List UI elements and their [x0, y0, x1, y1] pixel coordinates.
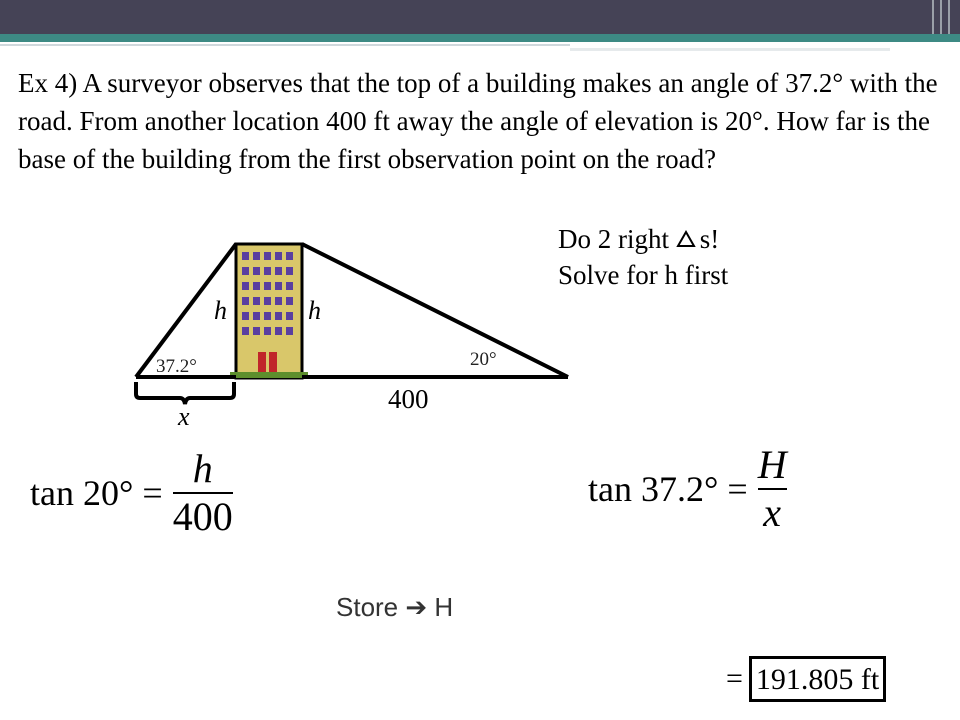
building-window: [264, 267, 271, 275]
building-window: [264, 282, 271, 290]
building-window: [286, 252, 293, 260]
building-window: [242, 267, 249, 275]
height-label-left: h: [214, 296, 227, 325]
fraction: [758, 442, 787, 536]
fraction-denominator: 400: [172, 494, 233, 539]
angle-label-right: 20°: [470, 349, 497, 370]
x-label: x: [178, 402, 190, 431]
angle-label-left: 37.2°: [156, 356, 197, 377]
note-text: Do 2 right: [558, 224, 676, 254]
building-icon: [230, 244, 308, 378]
building-window: [264, 327, 271, 335]
building-window: [253, 297, 260, 305]
x-brace: [136, 382, 234, 404]
building-window: [242, 252, 249, 260]
fraction-denominator: x: [763, 490, 782, 535]
store-instruction: [336, 592, 453, 623]
building-window: [242, 312, 249, 320]
fraction: [173, 446, 233, 540]
building-window: [275, 252, 282, 260]
building-window: [286, 282, 293, 290]
fraction-numerator: h: [192, 446, 213, 491]
equation-tan37: [588, 442, 787, 536]
building-window: [286, 267, 293, 275]
note-solve-h: Solve for h first: [558, 260, 729, 290]
building-window: [286, 327, 293, 335]
building-window: [253, 252, 260, 260]
building-window: [264, 252, 271, 260]
arrow-right-icon: ➔: [405, 592, 428, 622]
building-window: [286, 312, 293, 320]
fraction-numerator: H: [757, 442, 787, 487]
building-window: [242, 327, 249, 335]
building-window: [275, 267, 282, 275]
building-window: [253, 282, 260, 290]
building-window: [275, 297, 282, 305]
height-label-right: h: [308, 296, 321, 325]
building-window: [242, 282, 249, 290]
final-answer: [726, 656, 886, 702]
equation-tan20: [30, 446, 233, 540]
right-hypotenuse: [302, 244, 568, 377]
building-window: [253, 267, 260, 275]
answer-box: 191.805 ft: [749, 656, 886, 702]
building-window: [275, 327, 282, 335]
store-variable: H: [427, 592, 454, 622]
building-window: [264, 297, 271, 305]
building-window: [286, 297, 293, 305]
building-window: [275, 312, 282, 320]
building-window: [264, 312, 271, 320]
building-window: [242, 297, 249, 305]
store-text: Store: [336, 592, 406, 622]
problem-statement: Ex 4) A surveyor observes that the top of a building makes an angle of 37.2° with the road. From another location 400 ft away the angle of elevation is 20°. How far is the base of the building from the first observation point on the road?: [18, 68, 938, 174]
base-length-label: 400: [388, 384, 429, 414]
building-window: [275, 282, 282, 290]
building-window: [253, 327, 260, 335]
note-text: s!: [699, 224, 720, 254]
equation-lhs: tan 37.2° =: [588, 469, 748, 509]
equals-sign: =: [726, 662, 743, 695]
equation-lhs: tan 20° =: [30, 473, 163, 513]
building-window: [253, 312, 260, 320]
